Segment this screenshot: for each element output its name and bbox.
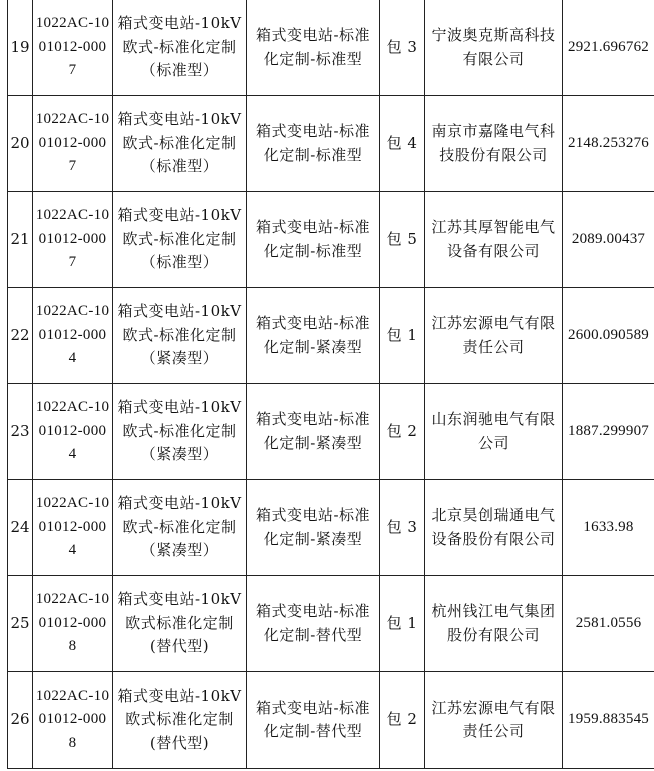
material-category: 箱式变电站-标准化定制-紧凑型 — [247, 480, 380, 576]
bid-results-table — [7, 0, 654, 769]
bid-amount: 1959.883545 — [563, 672, 654, 769]
package-number: 包 2 — [380, 672, 425, 769]
row-index: 25 — [8, 576, 33, 672]
material-code: 1022AC-1001012-0007 — [33, 192, 113, 288]
table-row — [8, 576, 654, 672]
table-row — [8, 672, 654, 769]
material-code: 1022AC-1001012-0004 — [33, 288, 113, 384]
package-number: 包 5 — [380, 192, 425, 288]
supplier-name: 江苏其厚智能电气设备有限公司 — [425, 192, 563, 288]
document-page — [7, 0, 654, 771]
table-row — [8, 480, 654, 576]
material-category: 箱式变电站-标准化定制-标准型 — [247, 0, 380, 96]
material-code: 1022AC-1001012-0004 — [33, 384, 113, 480]
package-number: 包 1 — [380, 576, 425, 672]
table-row — [8, 96, 654, 192]
bid-amount: 2089.00437 — [563, 192, 654, 288]
material-name: 箱式变电站-10kV 欧式-标准化定制（紧凑型） — [113, 288, 247, 384]
supplier-name: 江苏宏源电气有限责任公司 — [425, 672, 563, 769]
material-category: 箱式变电站-标准化定制-标准型 — [247, 192, 380, 288]
table-row — [8, 0, 654, 96]
row-index: 23 — [8, 384, 33, 480]
material-code: 1022AC-1001012-0008 — [33, 672, 113, 769]
bid-amount: 2600.090589 — [563, 288, 654, 384]
row-index: 21 — [8, 192, 33, 288]
material-name: 箱式变电站-10kV 欧式-标准化定制（标准型） — [113, 96, 247, 192]
supplier-name: 北京昊创瑞通电气设备股份有限公司 — [425, 480, 563, 576]
package-number: 包 3 — [380, 480, 425, 576]
bid-amount: 2148.253276 — [563, 96, 654, 192]
material-code: 1022AC-1001012-0007 — [33, 96, 113, 192]
material-code: 1022AC-1001012-0004 — [33, 480, 113, 576]
material-category: 箱式变电站-标准化定制-紧凑型 — [247, 288, 380, 384]
material-name: 箱式变电站-10kV 欧式-标准化定制（标准型） — [113, 192, 247, 288]
table-row — [8, 192, 654, 288]
bid-amount: 2921.696762 — [563, 0, 654, 96]
bid-amount: 1887.299907 — [563, 384, 654, 480]
material-category: 箱式变电站-标准化定制-替代型 — [247, 672, 380, 769]
material-code: 1022AC-1001012-0008 — [33, 576, 113, 672]
supplier-name: 江苏宏源电气有限责任公司 — [425, 288, 563, 384]
supplier-name: 宁波奥克斯高科技有限公司 — [425, 0, 563, 96]
package-number: 包 3 — [380, 0, 425, 96]
bid-amount: 2581.0556 — [563, 576, 654, 672]
package-number: 包 1 — [380, 288, 425, 384]
table-row — [8, 288, 654, 384]
row-index: 24 — [8, 480, 33, 576]
material-name: 箱式变电站-10kV 欧式标准化定制(替代型) — [113, 672, 247, 769]
material-name: 箱式变电站-10kV 欧式-标准化定制（紧凑型） — [113, 480, 247, 576]
row-index: 26 — [8, 672, 33, 769]
package-number: 包 4 — [380, 96, 425, 192]
package-number: 包 2 — [380, 384, 425, 480]
supplier-name: 山东润驰电气有限公司 — [425, 384, 563, 480]
row-index: 20 — [8, 96, 33, 192]
material-name: 箱式变电站-10kV 欧式-标准化定制（标准型） — [113, 0, 247, 96]
supplier-name: 杭州钱江电气集团股份有限公司 — [425, 576, 563, 672]
supplier-name: 南京市嘉隆电气科技股份有限公司 — [425, 96, 563, 192]
row-index: 22 — [8, 288, 33, 384]
material-name: 箱式变电站-10kV 欧式标准化定制(替代型) — [113, 576, 247, 672]
material-code: 1022AC-1001012-0007 — [33, 0, 113, 96]
material-name: 箱式变电站-10kV 欧式-标准化定制（紧凑型） — [113, 384, 247, 480]
bid-amount: 1633.98 — [563, 480, 654, 576]
row-index: 19 — [8, 0, 33, 96]
material-category: 箱式变电站-标准化定制-替代型 — [247, 576, 380, 672]
material-category: 箱式变电站-标准化定制-标准型 — [247, 96, 380, 192]
table-row — [8, 384, 654, 480]
material-category: 箱式变电站-标准化定制-紧凑型 — [247, 384, 380, 480]
